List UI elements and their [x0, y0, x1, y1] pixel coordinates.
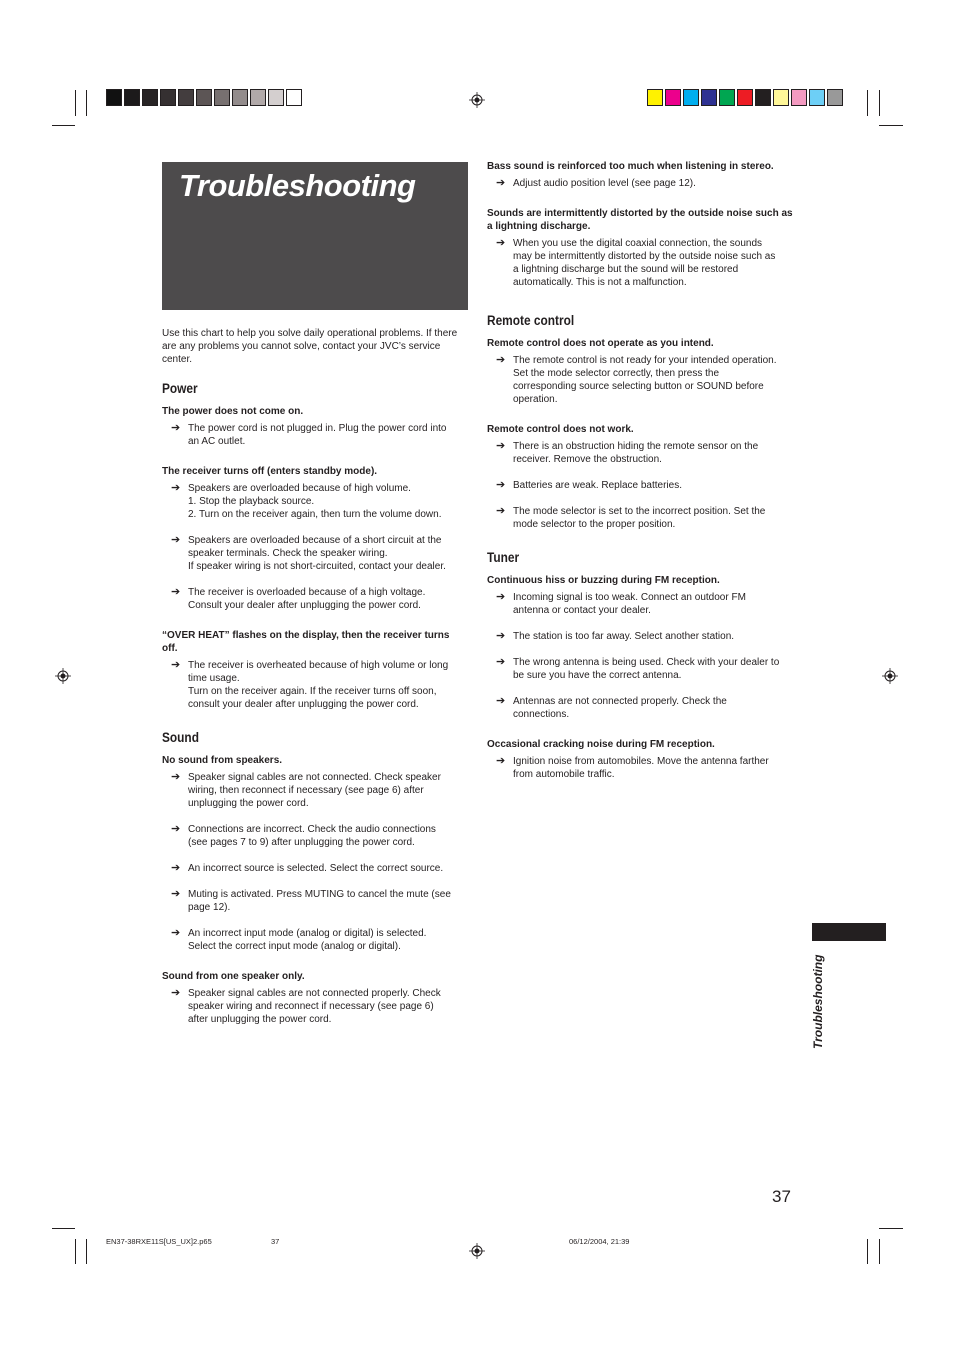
solution-line: automatically. This is not a malfunction. [513, 277, 687, 288]
solution-line: may be intermittently distorted by the outside noise such as [513, 251, 776, 262]
arrow-right-icon: ➔ [171, 422, 181, 434]
arrow-right-icon: ➔ [496, 591, 506, 603]
solution-line: mode selector to the proper position. [513, 519, 676, 530]
crop-mark [867, 90, 868, 116]
solution-line: antenna or contact your dealer. [513, 605, 651, 616]
problem-block [487, 160, 795, 190]
crop-mark [879, 1228, 903, 1229]
solution-line: Speakers are overloaded because of a short circuit at the [188, 535, 442, 546]
arrow-right-icon: ➔ [496, 695, 506, 707]
problem-block [162, 629, 464, 711]
right-column [487, 160, 795, 800]
crop-mark [879, 90, 880, 116]
color-swatch [737, 89, 753, 106]
solution-line: The receiver is overloaded because of a high voltage. [188, 587, 426, 598]
color-swatch [124, 89, 140, 106]
arrow-right-icon: ➔ [496, 440, 506, 452]
solution-item [162, 659, 464, 711]
color-swatch [791, 89, 807, 106]
arrow-right-icon: ➔ [496, 479, 506, 491]
solution-line: Connections are incorrect. Check the audio connections [188, 824, 436, 835]
solution-item [487, 479, 795, 492]
arrow-right-icon: ➔ [171, 586, 181, 598]
solution-line: Antennas are not connected properly. Check the [513, 696, 727, 707]
problem-block [487, 738, 795, 781]
problem-block [162, 465, 464, 612]
problem-block [162, 405, 464, 448]
problem-title: Continuous hiss or buzzing during FM reception. [487, 575, 720, 586]
solution-line: Turn on the receiver again. If the receiver turns off soon, [188, 686, 437, 697]
crop-mark [75, 90, 76, 116]
color-swatch [268, 89, 284, 106]
arrow-right-icon: ➔ [171, 771, 181, 783]
arrow-right-icon: ➔ [171, 534, 181, 546]
solution-line: The wrong antenna is being used. Check with your dealer to [513, 657, 780, 668]
section-heading: Remote control [487, 313, 575, 328]
problem-title: The receiver turns off (enters standby mode). [162, 466, 378, 477]
crop-mark [86, 90, 87, 116]
solution-item [487, 656, 795, 682]
page-title: Troubleshooting [179, 168, 416, 203]
section-sound-continued [487, 160, 795, 289]
solution-line: Ignition noise from automobiles. Move the antenna farther [513, 756, 769, 767]
solution-item [487, 440, 795, 466]
solution-item [487, 630, 795, 643]
solution-line: When you use the digital coaxial connection, the sounds [513, 238, 763, 249]
problem-block [487, 207, 795, 289]
arrow-right-icon: ➔ [171, 927, 181, 939]
color-swatch [755, 89, 771, 106]
arrow-right-icon: ➔ [171, 862, 181, 874]
solution-line: There is an obstruction hiding the remote sensor on the [513, 441, 759, 452]
solution-line: page 12). [188, 902, 231, 913]
right-sections [487, 313, 795, 781]
solution-line: An incorrect input mode (analog or digital) is selected. [188, 928, 427, 939]
solution-line: operation. [513, 394, 558, 405]
arrow-right-icon: ➔ [171, 987, 181, 999]
solution-line: speaker terminals. Check the speaker wiring. [188, 548, 388, 559]
section-heading: Tuner [487, 550, 520, 565]
solution-item [162, 586, 464, 612]
solution-line: The remote control is not ready for your intended operation. [513, 355, 777, 366]
solution-line: corresponding source selecting button or SOUND before [513, 381, 764, 392]
solution-line: Speakers are overloaded because of high volume. [188, 483, 411, 494]
solution-line: Speaker signal cables are not connected properly. Check [188, 988, 441, 999]
problem-block [487, 337, 795, 406]
problem-title: No sound from speakers. [162, 755, 283, 766]
section-heading: Power [162, 381, 198, 396]
problem-title: Sounds are intermittently distorted by the outside noise such as a lightning discharge. [487, 208, 793, 232]
solution-item [162, 888, 464, 914]
footer-datetime: 06/12/2004, 21:39 [569, 1237, 630, 1246]
color-swatch [809, 89, 825, 106]
crop-mark [52, 125, 75, 126]
problem-title: Remote control does not operate as you intend. [487, 338, 714, 349]
problem-title: “OVER HEAT” flashes on the display, then the receiver turns off. [162, 630, 450, 654]
solution-line: Batteries are weak. Replace batteries. [513, 480, 682, 491]
section-remote-control [487, 313, 795, 531]
solution-line: The power cord is not plugged in. Plug the power cord into [188, 423, 447, 434]
color-swatch [286, 89, 302, 106]
solution-line: 1. Stop the playback source. [188, 496, 315, 507]
problem-title: Bass sound is reinforced too much when listening in stereo. [487, 161, 774, 172]
crop-mark [52, 1228, 75, 1229]
solution-item [487, 177, 795, 190]
grey-scale-bar [106, 89, 304, 106]
solution-item [487, 237, 795, 289]
crop-mark [879, 125, 903, 126]
problem-block [487, 423, 795, 531]
section-heading: Sound [162, 730, 199, 745]
solution-line: connections. [513, 709, 570, 720]
arrow-right-icon: ➔ [496, 755, 506, 767]
solution-line: after unplugging the power cord. [188, 1014, 332, 1025]
intro-text: Use this chart to help you solve daily operational problems. If there are any problems you cannot solve, contact your JVC’s service center. [162, 328, 458, 365]
left-sections [162, 381, 464, 1026]
footer-page: 37 [271, 1237, 280, 1246]
solution-line: time usage. [188, 673, 240, 684]
solution-line: Adjust audio position level (see page 12). [513, 178, 696, 189]
color-swatch [683, 89, 699, 106]
solution-line: The mode selector is set to the incorrect position. Set the [513, 506, 766, 517]
solution-item [162, 482, 464, 521]
solution-item [487, 755, 795, 781]
color-swatch [719, 89, 735, 106]
solution-item [487, 354, 795, 406]
title-box [162, 162, 468, 310]
solution-item [162, 987, 464, 1026]
solution-item [162, 771, 464, 810]
problem-title: Sound from one speaker only. [162, 971, 305, 982]
solution-line: Muting is activated. Press MUTING to cancel the mute (see [188, 889, 451, 900]
problem-title: Remote control does not work. [487, 424, 634, 435]
footer-file: EN37-38RXE11S[US_UX]2.p65 [106, 1237, 212, 1246]
crop-mark [86, 1239, 87, 1264]
arrow-right-icon: ➔ [171, 888, 181, 900]
solution-item [162, 927, 464, 953]
solution-line: receiver. Remove the obstruction. [513, 454, 662, 465]
solution-line: Set the mode selector correctly, then press the [513, 368, 720, 379]
color-control-bar [647, 89, 845, 106]
arrow-right-icon: ➔ [171, 482, 181, 494]
problem-block [162, 754, 464, 953]
solution-line: a lightning discharge but the sound will be restored [513, 264, 739, 275]
color-swatch [701, 89, 717, 106]
color-swatch [106, 89, 122, 106]
color-swatch [665, 89, 681, 106]
arrow-right-icon: ➔ [496, 630, 506, 642]
right-top-problems [487, 160, 795, 289]
page-number: 37 [772, 1187, 791, 1206]
section-sound [162, 730, 464, 1026]
solution-line: speaker wiring and reconnect if necessary (see page 6) [188, 1001, 434, 1012]
solution-line: an AC outlet. [188, 436, 246, 447]
crop-mark [75, 1239, 76, 1264]
arrow-right-icon: ➔ [496, 237, 506, 249]
arrow-right-icon: ➔ [496, 177, 506, 189]
registration-mark-icon [469, 92, 485, 108]
color-swatch [827, 89, 843, 106]
solution-item [162, 534, 464, 573]
solution-line: 2. Turn on the receiver again, then turn the volume down. [188, 509, 442, 520]
section-power [162, 381, 464, 711]
color-swatch [232, 89, 248, 106]
crop-mark [879, 1239, 880, 1264]
solution-line: The receiver is overheated because of high volume or long [188, 660, 449, 671]
color-swatch [250, 89, 266, 106]
section-tuner [487, 550, 795, 781]
crop-mark [867, 1239, 868, 1264]
color-swatch [214, 89, 230, 106]
problem-title: The power does not come on. [162, 406, 304, 417]
solution-line: wiring, then reconnect if necessary (see page 6) after [188, 785, 424, 796]
solution-item [162, 862, 464, 875]
color-swatch [142, 89, 158, 106]
solution-line: unplugging the power cord. [188, 798, 309, 809]
solution-item [162, 422, 464, 448]
solution-line: The station is too far away. Select another station. [513, 631, 735, 642]
problem-block [162, 970, 464, 1026]
side-label: Troubleshooting [811, 954, 825, 1049]
side-tab [812, 923, 886, 941]
registration-mark-icon [469, 1243, 485, 1259]
color-swatch [773, 89, 789, 106]
color-swatch [196, 89, 212, 106]
left-column [162, 327, 464, 1045]
solution-line: be sure you have the correct antenna. [513, 670, 682, 681]
solution-line: (see pages 7 to 9) after unplugging the power cord. [188, 837, 415, 848]
problem-block [487, 574, 795, 721]
color-swatch [178, 89, 194, 106]
solution-item [487, 591, 795, 617]
color-swatch [160, 89, 176, 106]
solution-line: If speaker wiring is not short-circuited, contact your dealer. [188, 561, 446, 572]
solution-line: Incoming signal is too weak. Connect an outdoor FM [513, 592, 746, 603]
arrow-right-icon: ➔ [171, 659, 181, 671]
solution-item [162, 823, 464, 849]
solution-line: An incorrect source is selected. Select the correct source. [188, 863, 444, 874]
solution-line: from automobile traffic. [513, 769, 615, 780]
solution-line: consult your dealer after unplugging the power cord. [188, 699, 419, 710]
solution-line: Speaker signal cables are not connected. Check speaker [188, 772, 441, 783]
registration-mark-icon [55, 668, 71, 684]
color-swatch [647, 89, 663, 106]
arrow-right-icon: ➔ [171, 823, 181, 835]
solution-line: Consult your dealer after unplugging the power cord. [188, 600, 421, 611]
registration-mark-icon [882, 668, 898, 684]
solution-item [487, 505, 795, 531]
problem-title: Occasional cracking noise during FM reception. [487, 739, 715, 750]
solution-line: Select the correct input mode (analog or digital). [188, 941, 401, 952]
arrow-right-icon: ➔ [496, 354, 506, 366]
solution-item [487, 695, 795, 721]
arrow-right-icon: ➔ [496, 505, 506, 517]
arrow-right-icon: ➔ [496, 656, 506, 668]
